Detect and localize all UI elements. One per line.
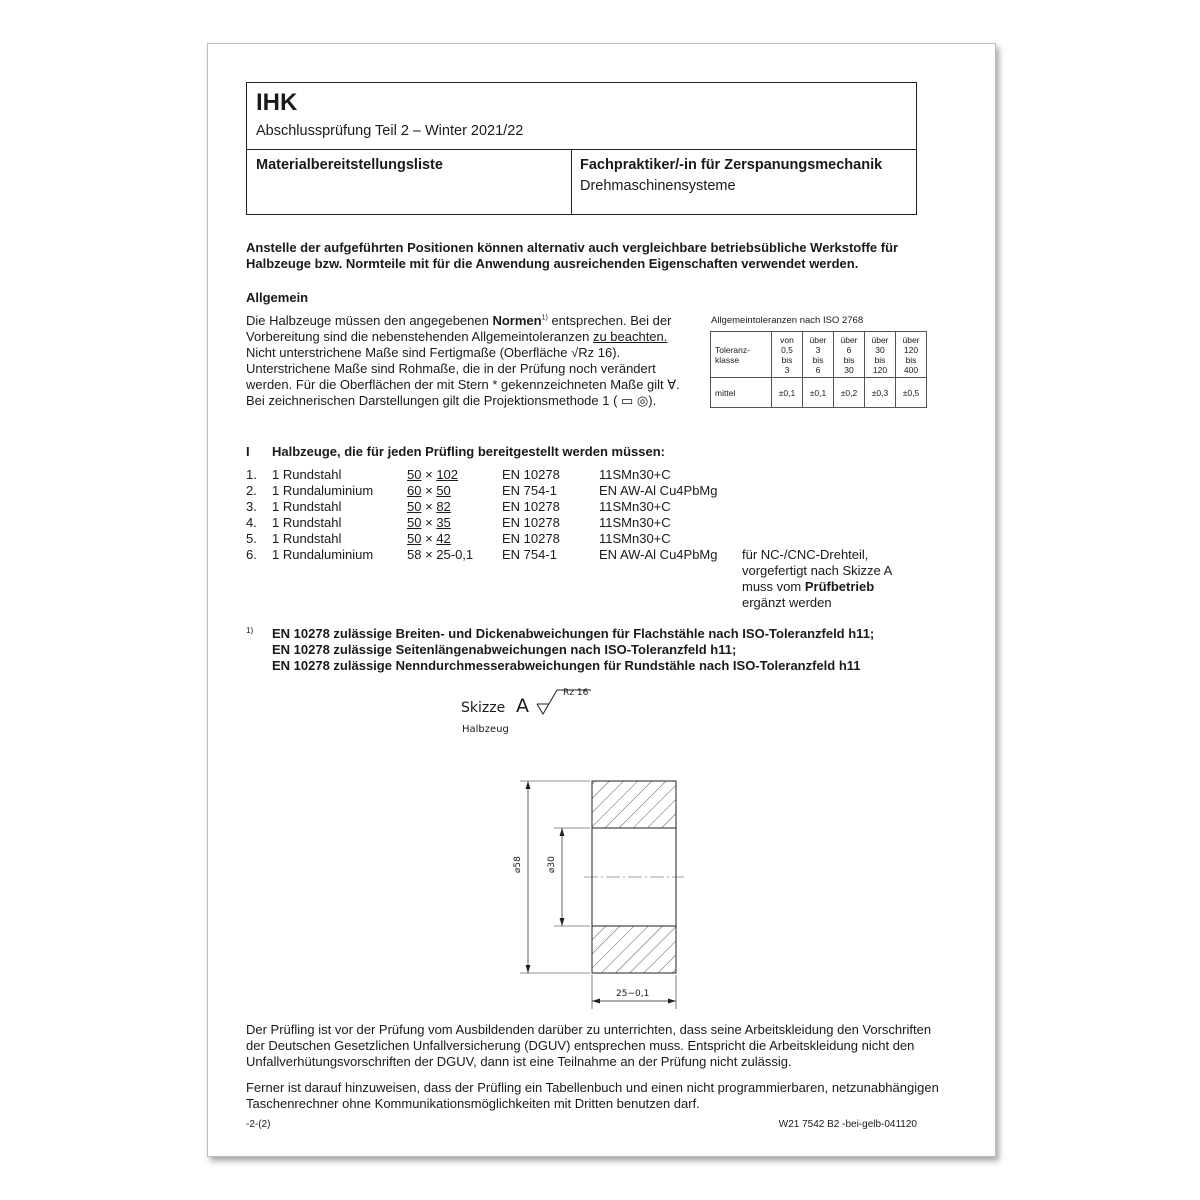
item-number: 6. xyxy=(246,547,257,562)
item-norm: EN 754-1 xyxy=(502,483,557,498)
tolerance-value: ±0,2 xyxy=(834,378,865,408)
general-text: Unterstrichene Maße sind Rohmaße, die in der Prüfung noch verändert xyxy=(246,361,656,376)
underlined-text: zu beachten. xyxy=(592,329,668,344)
dim-a: 60 xyxy=(407,483,422,498)
general-paragraph xyxy=(246,313,696,409)
dim-times: × xyxy=(425,499,433,514)
general-heading: Allgemein xyxy=(246,290,309,305)
item-material: 11SMn30+C xyxy=(599,531,671,546)
tolerance-value: ±0,1 xyxy=(772,378,803,408)
note-line: für NC-/CNC-Drehteil, xyxy=(742,547,869,562)
tolerance-class-header: Toleranz- klasse xyxy=(711,332,772,378)
sketch-title: Skizze xyxy=(461,700,506,716)
closing-line: Taschenrechner ohne Kommunikationsmöglichkeiten mit Dritten benutzen darf. xyxy=(246,1096,700,1111)
item-number: 5. xyxy=(246,531,257,546)
item-dimension: 58 × 25-0,1 xyxy=(407,547,474,562)
dim-a: 50 xyxy=(407,531,422,546)
item-dimension xyxy=(407,499,451,515)
footnote-text xyxy=(272,626,874,674)
document-code: W21 7542 B2 -bei-gelb-041120 xyxy=(778,1119,917,1130)
tolerance-column-header: über 30 bis 120 xyxy=(865,332,896,378)
dim-times: × xyxy=(425,515,433,530)
hatched-area-top xyxy=(592,781,676,828)
part-section xyxy=(584,781,684,973)
general-text: werden. Für die Oberflächen der mit Stern * gekennzeichneten Maße gilt ∀. xyxy=(246,377,680,392)
general-text: Bei zeichnerischen Darstellungen gilt die Projektionsmethode 1 ( ▭ ◎). xyxy=(246,393,657,408)
tolerance-column-header: von 0,5 bis 3 xyxy=(772,332,803,378)
tolerance-value: ±0,5 xyxy=(896,378,927,408)
tolerance-column-header: über 3 bis 6 xyxy=(803,332,834,378)
closing-paragraph-2 xyxy=(246,1080,939,1112)
tolerance-table xyxy=(710,331,927,408)
tolerance-column-header: über 6 bis 30 xyxy=(834,332,865,378)
intro-paragraph xyxy=(246,240,898,272)
intro-line: Halbzeuge bzw. Normteile mit für die Anwendung ausreichenden Eigenschaften verwendet werden. xyxy=(246,256,859,271)
footnote-mark: 1) xyxy=(246,626,254,635)
item-number: 2. xyxy=(246,483,257,498)
item-dimension xyxy=(407,483,451,499)
item-norm: EN 10278 xyxy=(502,515,560,530)
item-number: 1. xyxy=(246,467,257,482)
item-description: 1 Rundaluminium xyxy=(272,483,374,498)
closing-line: Ferner ist darauf hinzuweisen, dass der Prüfling ein Tabellenbuch und einen nicht programmierbaren, netzunabhängigen xyxy=(246,1080,939,1095)
item-norm: EN 754-1 xyxy=(502,547,557,562)
profession-title: Fachpraktiker/-in für Zerspanungsmechanik xyxy=(580,157,883,173)
section-title: Halbzeuge, die für jeden Prüfling bereitgestellt werden müssen: xyxy=(272,444,665,459)
specialty-title: Drehmaschinensysteme xyxy=(580,178,736,194)
item-description: 1 Rundstahl xyxy=(272,467,342,482)
footnote-ref: 1) xyxy=(541,314,548,322)
tolerance-value: ±0,1 xyxy=(803,378,834,408)
dim-a: 50 xyxy=(407,515,422,530)
outer-diameter-label: ⌀58 xyxy=(513,856,523,873)
roughness-value: Rz 16 xyxy=(563,688,589,698)
intro-line: Anstelle der aufgeführten Positionen können alternativ auch vergleichbare betriebsübliche Werkstoffe für xyxy=(246,240,899,255)
general-text: Nicht unterstrichene Maße sind Fertigmaße (Oberfläche √Rz 16). xyxy=(246,345,621,360)
dim-times: × xyxy=(425,467,433,482)
dim-b: 82 xyxy=(436,499,451,514)
closing-paragraph-1 xyxy=(246,1022,931,1070)
dim-a: 50 xyxy=(407,467,422,482)
header-box xyxy=(246,82,917,215)
header-divider xyxy=(247,149,916,150)
item-material: EN AW-Al Cu4PbMg xyxy=(599,547,718,562)
dimension-outer xyxy=(520,781,590,973)
note-line: vorgefertigt nach Skizze A xyxy=(742,563,893,578)
inner-diameter-label: ⌀30 xyxy=(547,856,557,873)
sketch-subtitle: Halbzeug xyxy=(462,724,509,735)
footnote-line: EN 10278 zulässige Seitenlängenabweichungen nach ISO-Toleranzfeld h11; xyxy=(272,642,737,657)
item-description: 1 Rundstahl xyxy=(272,531,342,546)
closing-line: der Deutschen Gesetzlichen Unfallversicherung (DGUV) entsprechen muss. Entspricht die Arbeitskleidung nicht den xyxy=(246,1038,915,1053)
item-description: 1 Rundaluminium xyxy=(272,547,374,562)
exam-title: Abschlussprüfung Teil 2 – Winter 2021/22 xyxy=(256,123,524,139)
sketch-letter: A xyxy=(516,695,529,717)
dim-b: 102 xyxy=(436,467,459,482)
item-description: 1 Rundstahl xyxy=(272,499,342,514)
item-dimension xyxy=(407,531,451,547)
footnote-line: EN 10278 zulässige Breiten- und Dickenabweichungen für Flachstähle nach ISO-Toleranzfeld h11; xyxy=(272,626,875,641)
general-text: Die Halbzeuge müssen den angegebenen xyxy=(246,313,493,328)
tolerance-caption: Allgemeintoleranzen nach ISO 2768 xyxy=(711,315,864,326)
dim-b: 42 xyxy=(436,531,451,546)
item-description: 1 Rundstahl xyxy=(272,515,342,530)
technical-drawing xyxy=(508,769,698,1024)
header-column-divider xyxy=(571,149,572,214)
item-material: 11SMn30+C xyxy=(599,467,671,482)
item-material: 11SMn30+C xyxy=(599,515,671,530)
item-number: 3. xyxy=(246,499,257,514)
item-norm: EN 10278 xyxy=(502,499,560,514)
width-label: 25−0,1 xyxy=(616,989,650,999)
item-material: 11SMn30+C xyxy=(599,499,671,514)
tolerance-value: ±0,3 xyxy=(865,378,896,408)
note-line: ergänzt werden xyxy=(742,595,832,610)
item6-note xyxy=(742,547,892,611)
general-text: Vorbereitung sind die nebenstehenden Allgemeintoleranzen xyxy=(246,329,593,344)
document-title: Materialbereitstellungsliste xyxy=(256,157,443,173)
hatched-area-bottom xyxy=(592,926,676,973)
org-name: IHK xyxy=(256,89,298,116)
section-number: I xyxy=(246,444,250,459)
dim-b: 35 xyxy=(436,515,451,530)
page-number: -2-(2) xyxy=(246,1119,271,1130)
item-material: EN AW-Al Cu4PbMg xyxy=(599,483,718,498)
note-emphasis: Prüfbetrieb xyxy=(804,579,875,594)
norms-term: Normen xyxy=(492,313,542,328)
note-line: muss vom xyxy=(742,579,805,594)
tolerance-column-header: über 120 bis 400 xyxy=(896,332,927,378)
tolerance-class: mittel xyxy=(711,378,772,408)
dim-times: × xyxy=(425,483,433,498)
document-page xyxy=(207,43,996,1157)
dim-times: × xyxy=(425,531,433,546)
item-dimension xyxy=(407,515,451,531)
item-norm: EN 10278 xyxy=(502,467,560,482)
item-number: 4. xyxy=(246,515,257,530)
closing-line: Unfallverhütungsvorschriften der DGUV, dann ist eine Teilnahme an der Prüfung nicht zulässig. xyxy=(246,1054,792,1069)
dim-b: 50 xyxy=(436,483,451,498)
dim-a: 50 xyxy=(407,499,422,514)
general-text: entsprechen. Bei der xyxy=(547,313,672,328)
item-norm: EN 10278 xyxy=(502,531,560,546)
footnote-line: EN 10278 zulässige Nenndurchmesserabweichungen für Rundstähle nach ISO-Toleranzfeld h11 xyxy=(272,658,861,673)
item-dimension xyxy=(407,467,458,483)
closing-line: Der Prüfling ist vor der Prüfung vom Ausbildenden darüber zu unterrichten, dass seine Arbeitskleidung den Vorschriften xyxy=(246,1022,932,1037)
